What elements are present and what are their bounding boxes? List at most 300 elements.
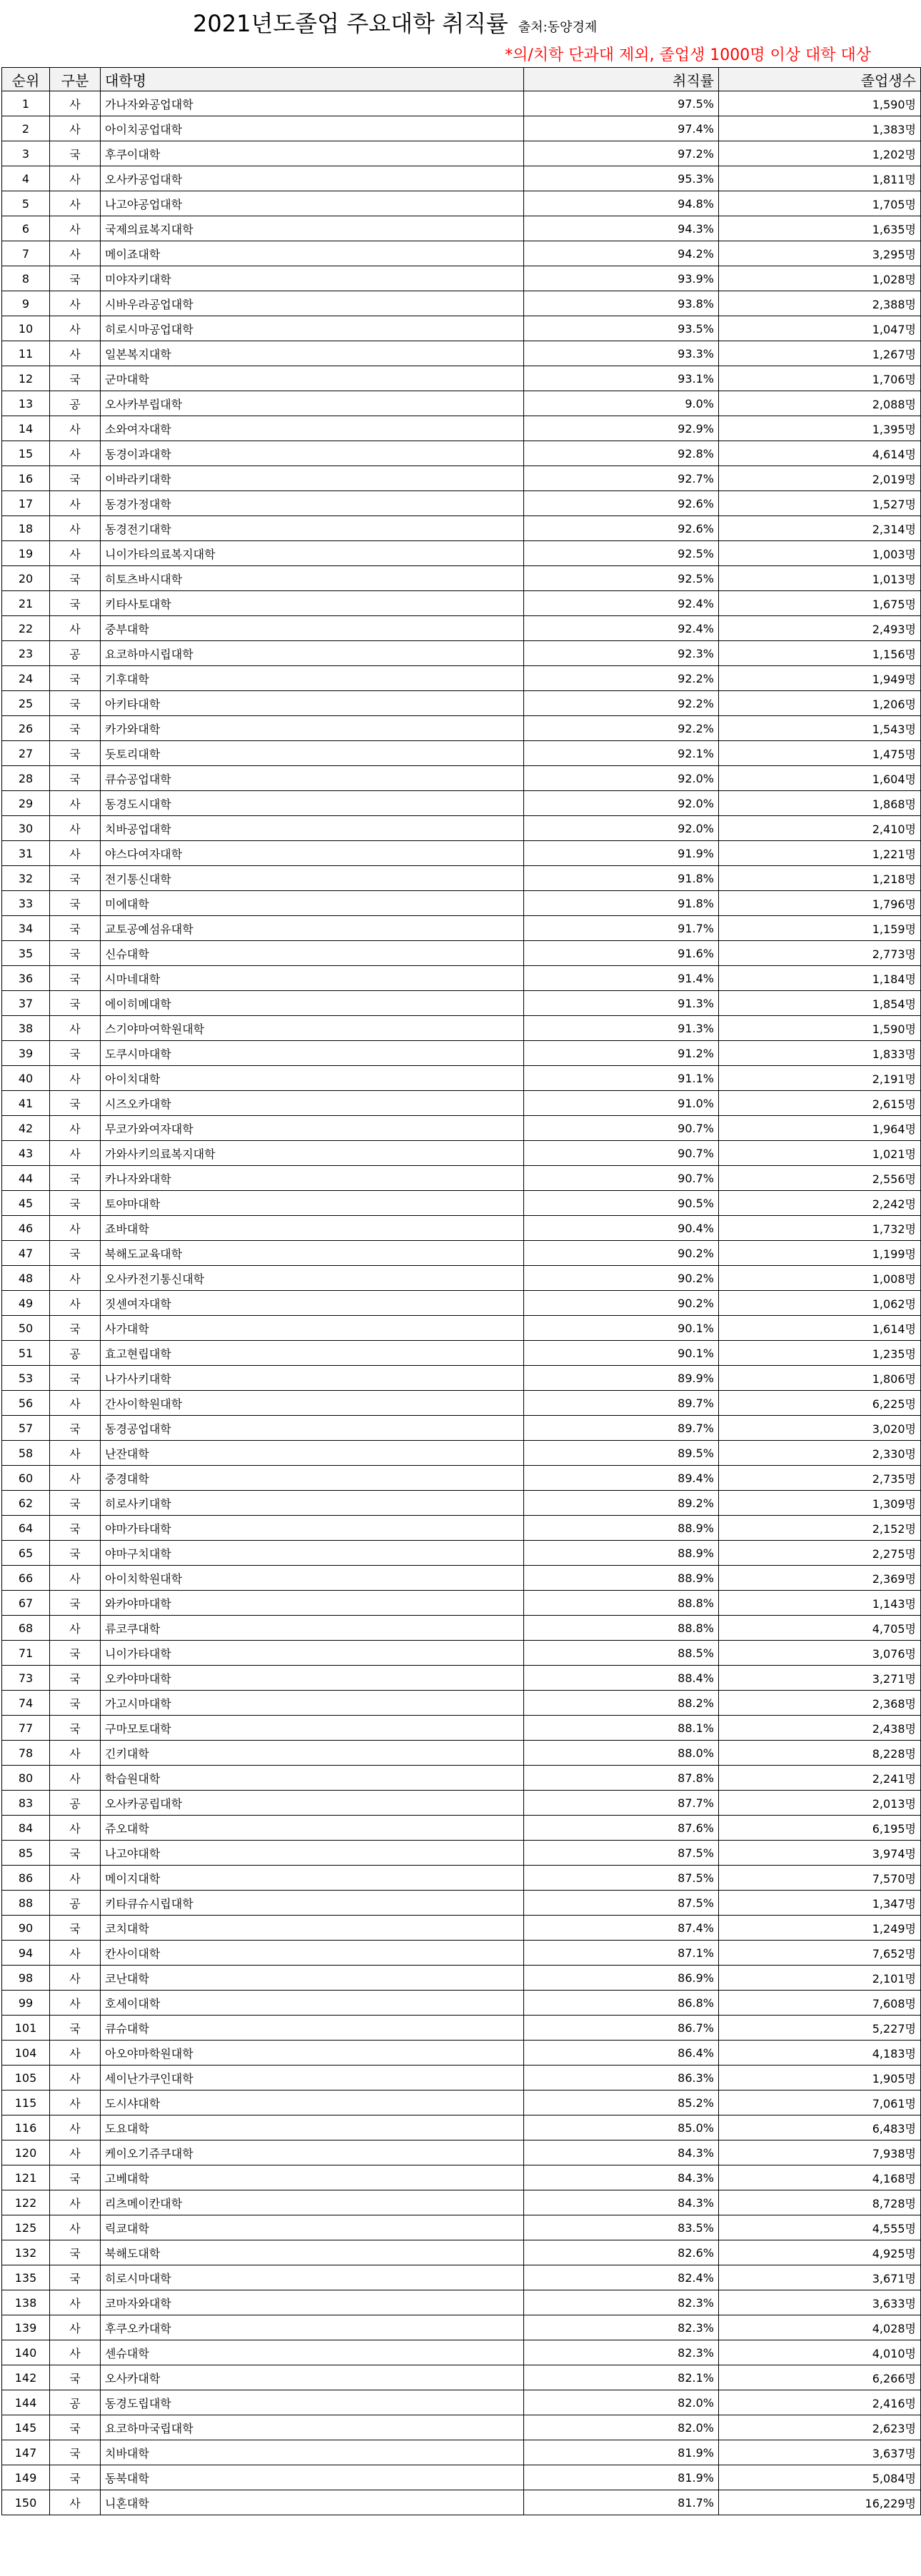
graduates-cell: 7,061명 (719, 2091, 921, 2115)
table-row (2, 216, 921, 241)
graduates-cell: 2,152명 (719, 1516, 921, 1541)
university-name-cell: 류코쿠대학 (101, 1616, 524, 1641)
rank-cell: 80 (2, 1766, 50, 1791)
table-row (2, 366, 921, 391)
type-cell: 국 (50, 1641, 101, 1666)
graduates-cell: 2,410명 (719, 816, 921, 841)
graduates-cell: 16,229명 (719, 2490, 921, 2515)
table-row (2, 791, 921, 816)
rank-cell: 32 (2, 866, 50, 891)
graduates-cell: 1,047명 (719, 316, 921, 341)
rank-cell: 147 (2, 2440, 50, 2465)
type-cell: 공 (50, 391, 101, 416)
table-row (2, 116, 921, 141)
university-name-cell: 가와사키의료복지대학 (101, 1141, 524, 1166)
graduates-cell: 2,101명 (719, 1966, 921, 1991)
university-name-cell: 아이치학원대학 (101, 1566, 524, 1591)
employment-rate-cell: 92.3% (524, 641, 719, 666)
table-row (2, 2415, 921, 2440)
table-row (2, 491, 921, 516)
university-name-cell: 아오야마학원대학 (101, 2041, 524, 2066)
rank-cell: 41 (2, 1091, 50, 1116)
employment-rate-cell: 93.9% (524, 266, 719, 291)
employment-rate-cell: 94.3% (524, 216, 719, 241)
graduates-cell: 1,590명 (719, 1016, 921, 1041)
type-cell: 국 (50, 366, 101, 391)
table-row (2, 2490, 921, 2515)
graduates-cell: 4,010명 (719, 2340, 921, 2365)
employment-rate-cell: 93.5% (524, 316, 719, 341)
type-cell: 국 (50, 2465, 101, 2490)
type-cell: 국 (50, 2265, 101, 2290)
rank-cell: 122 (2, 2190, 50, 2215)
title-row (0, 0, 875, 40)
university-name-cell: 오카야마대학 (101, 1666, 524, 1691)
university-name-cell: 가나자와공업대학 (101, 91, 524, 116)
graduates-cell: 2,191명 (719, 1066, 921, 1091)
table-row (2, 941, 921, 966)
graduates-cell: 2,615명 (719, 1091, 921, 1116)
graduates-cell: 1,475명 (719, 741, 921, 766)
type-cell: 공 (50, 2390, 101, 2415)
university-name-cell: 코치대학 (101, 1916, 524, 1941)
university-name-cell: 학습원대학 (101, 1766, 524, 1791)
rank-cell: 34 (2, 916, 50, 941)
employment-rate-cell: 90.2% (524, 1266, 719, 1291)
header-university: 대학명 (101, 68, 524, 91)
graduates-cell: 2,773명 (719, 941, 921, 966)
graduates-cell: 1,062명 (719, 1291, 921, 1316)
type-cell: 국 (50, 916, 101, 941)
type-cell: 사 (50, 291, 101, 316)
table-row (2, 716, 921, 741)
rank-cell: 145 (2, 2415, 50, 2440)
rank-cell: 21 (2, 591, 50, 616)
type-cell: 국 (50, 591, 101, 616)
type-cell: 사 (50, 2115, 101, 2140)
table-row (2, 1191, 921, 1216)
graduates-cell: 1,949명 (719, 666, 921, 691)
table-row (2, 2091, 921, 2115)
type-cell: 사 (50, 616, 101, 641)
table-row (2, 1666, 921, 1691)
table-row (2, 741, 921, 766)
graduates-cell: 1,309명 (719, 1491, 921, 1516)
rank-cell: 66 (2, 1566, 50, 1591)
type-cell: 국 (50, 266, 101, 291)
table-row (2, 391, 921, 416)
graduates-cell: 2,013명 (719, 1791, 921, 1816)
graduates-cell: 1,905명 (719, 2066, 921, 2091)
table-row (2, 841, 921, 866)
graduates-cell: 1,964명 (719, 1116, 921, 1141)
table-row (2, 2390, 921, 2415)
employment-rate-cell: 88.8% (524, 1616, 719, 1641)
type-cell: 국 (50, 1691, 101, 1716)
type-cell: 사 (50, 1866, 101, 1891)
ranking-table (1, 67, 921, 2515)
table-row (2, 1691, 921, 1716)
type-cell: 국 (50, 2016, 101, 2041)
employment-rate-cell: 93.1% (524, 366, 719, 391)
university-name-cell: 리츠메이칸대학 (101, 2190, 524, 2215)
type-cell: 사 (50, 316, 101, 341)
table-row (2, 1166, 921, 1191)
rank-cell: 16 (2, 466, 50, 491)
type-cell: 국 (50, 1191, 101, 1216)
university-name-cell: 동경전기대학 (101, 516, 524, 541)
rank-cell: 104 (2, 2041, 50, 2066)
university-name-cell: 오사카부립대학 (101, 391, 524, 416)
graduates-cell: 4,168명 (719, 2165, 921, 2190)
table-row (2, 1841, 921, 1866)
university-name-cell: 큐슈공업대학 (101, 766, 524, 791)
table-row (2, 2041, 921, 2066)
rank-cell: 150 (2, 2490, 50, 2515)
rank-cell: 40 (2, 1066, 50, 1091)
university-name-cell: 시마네대학 (101, 966, 524, 991)
university-name-cell: 케이오기쥬쿠대학 (101, 2140, 524, 2165)
employment-rate-cell: 92.0% (524, 816, 719, 841)
graduates-cell: 1,705명 (719, 191, 921, 216)
graduates-cell: 2,242명 (719, 1191, 921, 1216)
university-name-cell: 쥬오대학 (101, 1816, 524, 1841)
employment-rate-cell: 90.2% (524, 1241, 719, 1266)
type-cell: 사 (50, 1391, 101, 1416)
graduates-cell: 2,438명 (719, 1716, 921, 1741)
table-row (2, 541, 921, 566)
table-row (2, 316, 921, 341)
table-row (2, 91, 921, 116)
graduates-cell: 3,020명 (719, 1416, 921, 1441)
graduates-cell: 1,218명 (719, 866, 921, 891)
university-name-cell: 간사이학원대학 (101, 1391, 524, 1416)
table-row (2, 2066, 921, 2091)
university-name-cell: 미야자키대학 (101, 266, 524, 291)
table-row (2, 341, 921, 366)
rank-cell: 36 (2, 966, 50, 991)
graduates-cell: 2,623명 (719, 2415, 921, 2440)
university-name-cell: 오사카공업대학 (101, 166, 524, 191)
rank-cell: 149 (2, 2465, 50, 2490)
employment-rate-cell: 90.2% (524, 1291, 719, 1316)
table-row (2, 566, 921, 591)
graduates-cell: 4,925명 (719, 2240, 921, 2265)
rank-cell: 37 (2, 991, 50, 1016)
table-row (2, 1066, 921, 1091)
graduates-cell: 2,088명 (719, 391, 921, 416)
university-name-cell: 도요대학 (101, 2115, 524, 2140)
university-name-cell: 후쿠이대학 (101, 141, 524, 166)
graduates-cell: 1,604명 (719, 766, 921, 791)
university-name-cell: 동경가정대학 (101, 491, 524, 516)
type-cell: 사 (50, 2490, 101, 2515)
type-cell: 사 (50, 241, 101, 266)
graduates-cell: 8,228명 (719, 1741, 921, 1766)
graduates-cell: 7,652명 (719, 1941, 921, 1966)
rank-cell: 9 (2, 291, 50, 316)
type-cell: 사 (50, 1116, 101, 1141)
employment-rate-cell: 92.4% (524, 616, 719, 641)
rank-cell: 43 (2, 1141, 50, 1166)
rank-cell: 44 (2, 1166, 50, 1191)
employment-rate-cell: 92.9% (524, 416, 719, 441)
rank-cell: 139 (2, 2315, 50, 2340)
rank-cell: 121 (2, 2165, 50, 2190)
table-row (2, 1341, 921, 1366)
university-name-cell: 이바라키대학 (101, 466, 524, 491)
table-row (2, 1116, 921, 1141)
employment-rate-cell: 84.3% (524, 2140, 719, 2165)
rank-cell: 45 (2, 1191, 50, 1216)
employment-rate-cell: 81.7% (524, 2490, 719, 2515)
type-cell: 사 (50, 841, 101, 866)
graduates-cell: 1,527명 (719, 491, 921, 516)
employment-rate-cell: 87.6% (524, 1816, 719, 1841)
table-row (2, 641, 921, 666)
graduates-cell: 1,021명 (719, 1141, 921, 1166)
type-cell: 사 (50, 1066, 101, 1091)
university-name-cell: 아키타대학 (101, 691, 524, 716)
table-row (2, 2215, 921, 2240)
rank-cell: 132 (2, 2240, 50, 2265)
university-name-cell: 히로사키대학 (101, 1491, 524, 1516)
rank-cell: 42 (2, 1116, 50, 1141)
employment-rate-cell: 82.0% (524, 2415, 719, 2440)
university-name-cell: 시바우라공업대학 (101, 291, 524, 316)
employment-rate-cell: 91.8% (524, 866, 719, 891)
employment-rate-cell: 85.2% (524, 2091, 719, 2115)
title-text: 2021년도졸업 주요대학 취직률 (193, 10, 508, 37)
source-label: 출처:동양경제 (518, 20, 598, 35)
type-cell: 사 (50, 1941, 101, 1966)
table-row (2, 1541, 921, 1566)
graduates-cell: 1,614명 (719, 1316, 921, 1341)
university-name-cell: 고베대학 (101, 2165, 524, 2190)
graduates-cell: 2,735명 (719, 1466, 921, 1491)
graduates-cell: 1,156명 (719, 641, 921, 666)
employment-rate-cell: 88.9% (524, 1541, 719, 1566)
university-name-cell: 오사카전기통신대학 (101, 1266, 524, 1291)
employment-rate-cell: 83.5% (524, 2215, 719, 2240)
table-row (2, 1716, 921, 1741)
graduates-cell: 1,003명 (719, 541, 921, 566)
rank-cell: 5 (2, 191, 50, 216)
type-cell: 사 (50, 1966, 101, 1991)
graduates-cell: 7,570명 (719, 1866, 921, 1891)
table-row (2, 966, 921, 991)
employment-rate-cell: 92.2% (524, 716, 719, 741)
type-cell: 국 (50, 2415, 101, 2440)
university-name-cell: 센슈대학 (101, 2340, 524, 2365)
rank-cell: 144 (2, 2390, 50, 2415)
rank-cell: 15 (2, 441, 50, 466)
type-cell: 사 (50, 2190, 101, 2215)
table-row (2, 1441, 921, 1466)
type-cell: 국 (50, 1591, 101, 1616)
table-row (2, 191, 921, 216)
employment-rate-cell: 93.8% (524, 291, 719, 316)
employment-rate-cell: 95.3% (524, 166, 719, 191)
university-name-cell: 동경도립대학 (101, 2390, 524, 2415)
employment-rate-cell: 92.8% (524, 441, 719, 466)
employment-rate-cell: 92.0% (524, 791, 719, 816)
header-graduates: 졸업생수 (719, 68, 921, 91)
university-name-cell: 오사카공립대학 (101, 1791, 524, 1816)
university-name-cell: 교토공예섬유대학 (101, 916, 524, 941)
university-name-cell: 토야마대학 (101, 1191, 524, 1216)
employment-rate-cell: 90.7% (524, 1166, 719, 1191)
rank-cell: 17 (2, 491, 50, 516)
rank-cell: 35 (2, 941, 50, 966)
graduates-cell: 3,974명 (719, 1841, 921, 1866)
university-name-cell: 와카야마대학 (101, 1591, 524, 1616)
rank-cell: 99 (2, 1991, 50, 2016)
table-row (2, 1616, 921, 1641)
rank-cell: 101 (2, 2016, 50, 2041)
type-cell: 국 (50, 966, 101, 991)
graduates-cell: 1,811명 (719, 166, 921, 191)
table-row (2, 866, 921, 891)
type-cell: 국 (50, 666, 101, 691)
rank-cell: 90 (2, 1916, 50, 1941)
employment-rate-cell: 88.4% (524, 1666, 719, 1691)
university-name-cell: 야마가타대학 (101, 1516, 524, 1541)
graduates-cell: 2,019명 (719, 466, 921, 491)
rank-cell: 2 (2, 116, 50, 141)
table-row (2, 241, 921, 266)
type-cell: 국 (50, 866, 101, 891)
rank-cell: 31 (2, 841, 50, 866)
table-row (2, 991, 921, 1016)
table-row (2, 291, 921, 316)
table-body (2, 91, 921, 2515)
rank-cell: 78 (2, 1741, 50, 1766)
table-row (2, 2165, 921, 2190)
table-row (2, 1016, 921, 1041)
note-row (0, 40, 875, 67)
university-name-cell: 큐슈대학 (101, 2016, 524, 2041)
employment-rate-cell: 82.3% (524, 2315, 719, 2340)
table-row (2, 1966, 921, 1991)
rank-cell: 57 (2, 1416, 50, 1441)
table-row (2, 1466, 921, 1491)
type-cell: 사 (50, 1291, 101, 1316)
university-name-cell: 북해도대학 (101, 2240, 524, 2265)
employment-rate-cell: 88.8% (524, 1591, 719, 1616)
rank-cell: 53 (2, 1366, 50, 1391)
type-cell: 국 (50, 1841, 101, 1866)
employment-rate-cell: 97.2% (524, 141, 719, 166)
university-name-cell: 난잔대학 (101, 1441, 524, 1466)
type-cell: 국 (50, 766, 101, 791)
type-cell: 공 (50, 641, 101, 666)
employment-rate-cell: 92.2% (524, 691, 719, 716)
type-cell: 국 (50, 741, 101, 766)
type-cell: 국 (50, 1716, 101, 1741)
employment-rate-cell: 89.7% (524, 1391, 719, 1416)
type-cell: 사 (50, 2140, 101, 2165)
type-cell: 국 (50, 1091, 101, 1116)
rank-cell: 23 (2, 641, 50, 666)
type-cell: 사 (50, 2290, 101, 2315)
employment-rate-cell: 94.2% (524, 241, 719, 266)
graduates-cell: 2,493명 (719, 616, 921, 641)
university-name-cell: 릭쿄대학 (101, 2215, 524, 2240)
table-row (2, 766, 921, 791)
employment-rate-cell: 89.9% (524, 1366, 719, 1391)
rank-cell: 4 (2, 166, 50, 191)
employment-rate-cell: 81.9% (524, 2440, 719, 2465)
graduates-cell: 3,076명 (719, 1641, 921, 1666)
university-name-cell: 요코하마국립대학 (101, 2415, 524, 2440)
type-cell: 국 (50, 1041, 101, 1066)
employment-rate-cell: 85.0% (524, 2115, 719, 2140)
table-row (2, 1816, 921, 1841)
type-cell: 국 (50, 941, 101, 966)
table-row (2, 2016, 921, 2041)
rank-cell: 116 (2, 2115, 50, 2140)
university-name-cell: 동경도시대학 (101, 791, 524, 816)
table-row (2, 1866, 921, 1891)
type-cell: 사 (50, 416, 101, 441)
type-cell: 사 (50, 791, 101, 816)
type-cell: 사 (50, 2091, 101, 2115)
university-name-cell: 짓센여자대학 (101, 1291, 524, 1316)
type-cell: 사 (50, 2315, 101, 2340)
employment-rate-cell: 91.9% (524, 841, 719, 866)
rank-cell: 49 (2, 1291, 50, 1316)
graduates-cell: 5,227명 (719, 2016, 921, 2041)
employment-rate-cell: 93.3% (524, 341, 719, 366)
type-cell: 사 (50, 2066, 101, 2091)
type-cell: 사 (50, 1216, 101, 1241)
employment-rate-cell: 88.1% (524, 1716, 719, 1741)
type-cell: 국 (50, 1166, 101, 1191)
graduates-cell: 1,706명 (719, 366, 921, 391)
employment-rate-cell: 89.7% (524, 1416, 719, 1441)
employment-rate-cell: 90.1% (524, 1341, 719, 1366)
university-name-cell: 히로시마대학 (101, 2265, 524, 2290)
graduates-cell: 2,275명 (719, 1541, 921, 1566)
rank-cell: 1 (2, 91, 50, 116)
university-name-cell: 스기야마여학원대학 (101, 1016, 524, 1041)
table-row (2, 1391, 921, 1416)
type-cell: 사 (50, 2041, 101, 2066)
graduates-cell: 4,028명 (719, 2315, 921, 2340)
graduates-cell: 7,938명 (719, 2140, 921, 2165)
employment-rate-cell: 97.4% (524, 116, 719, 141)
employment-rate-cell: 92.5% (524, 541, 719, 566)
employment-rate-cell: 89.2% (524, 1491, 719, 1516)
graduates-cell: 1,143명 (719, 1591, 921, 1616)
employment-rate-cell: 91.2% (524, 1041, 719, 1066)
type-cell: 사 (50, 1441, 101, 1466)
employment-rate-cell: 92.1% (524, 741, 719, 766)
table-row (2, 666, 921, 691)
employment-rate-cell: 82.4% (524, 2265, 719, 2290)
table-row (2, 1291, 921, 1316)
employment-rate-cell: 90.5% (524, 1191, 719, 1216)
table-row (2, 141, 921, 166)
table-row (2, 1991, 921, 2016)
employment-rate-cell: 90.7% (524, 1116, 719, 1141)
rank-cell: 68 (2, 1616, 50, 1641)
type-cell: 국 (50, 891, 101, 916)
header-type: 구분 (50, 68, 101, 91)
rank-cell: 138 (2, 2290, 50, 2315)
table-row (2, 466, 921, 491)
